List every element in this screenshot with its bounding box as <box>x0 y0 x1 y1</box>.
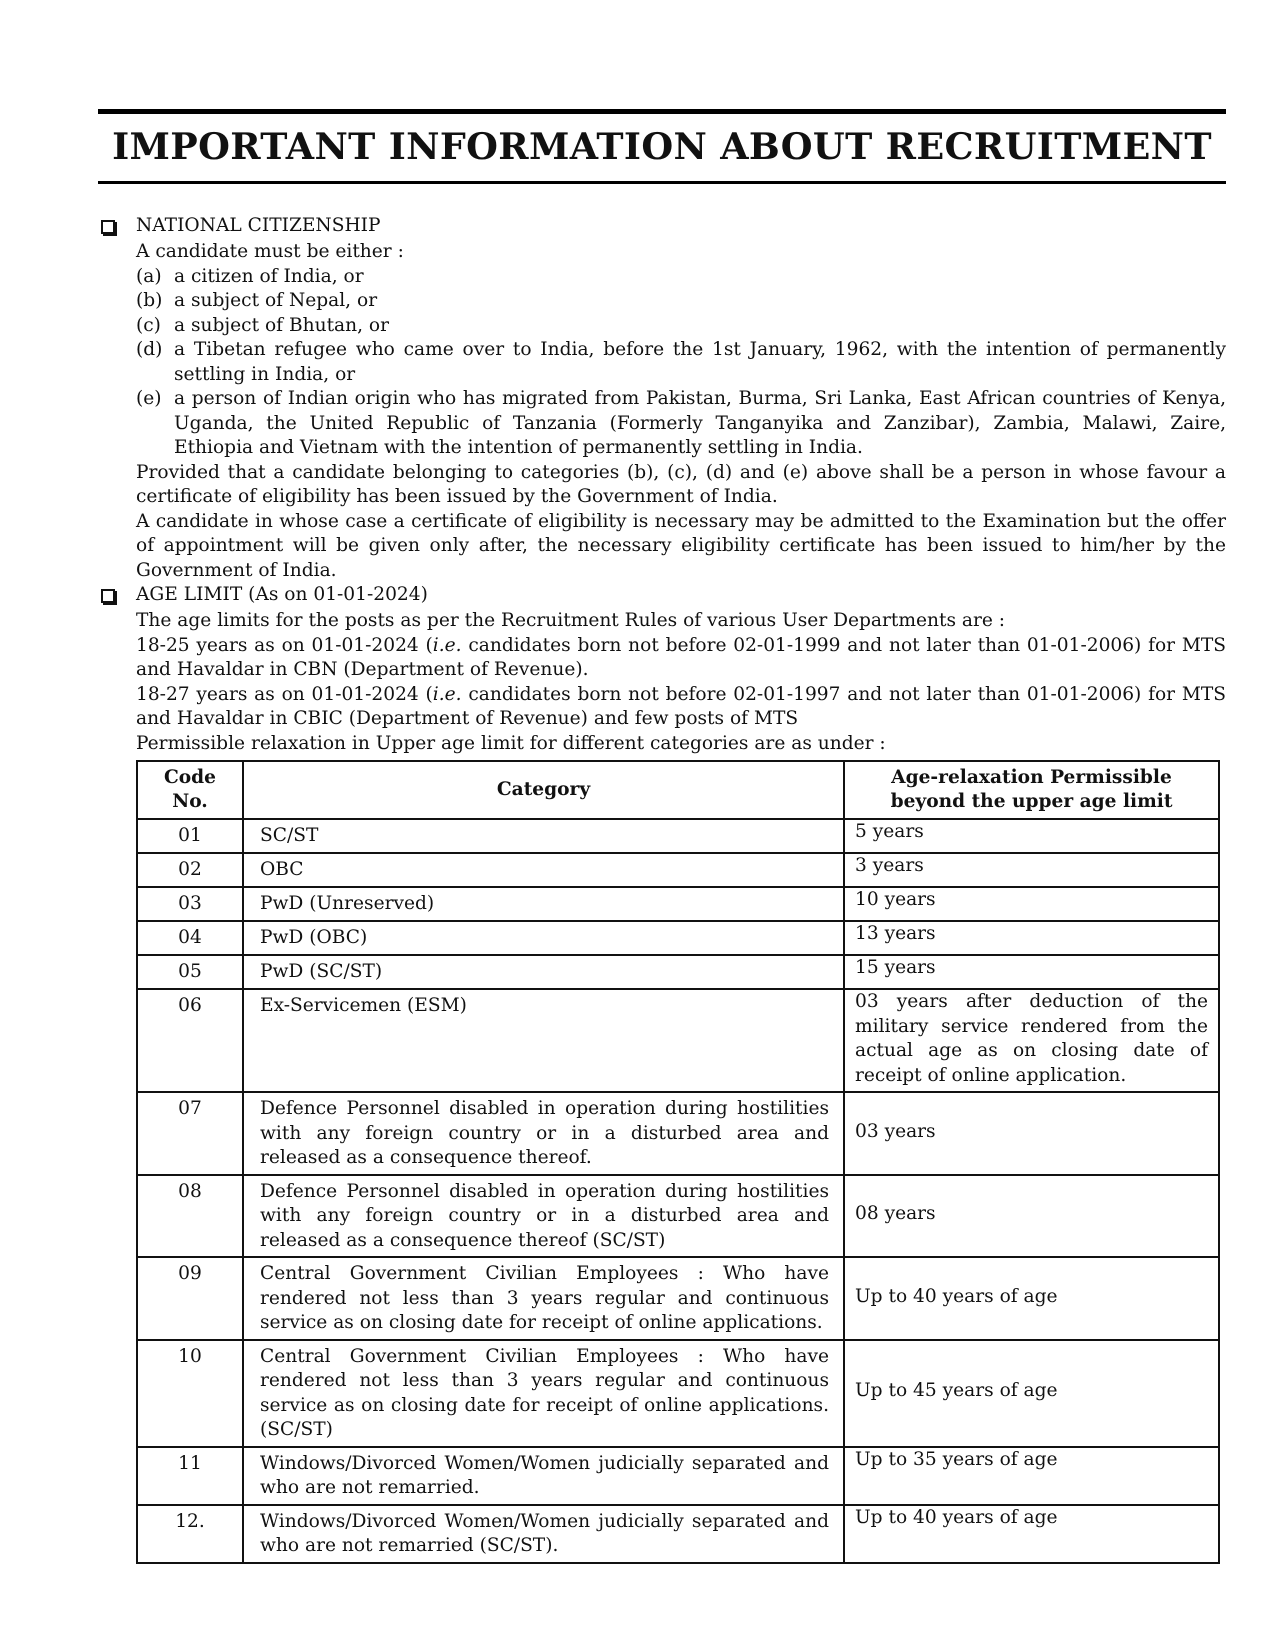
age-limit-heading <box>98 583 1226 609</box>
relaxation-cell: 08 years <box>844 1175 1219 1258</box>
age-rule-cbic <box>136 683 1226 732</box>
relaxation-cell: 03 years <box>844 1092 1219 1175</box>
category-cell: SC/ST <box>243 819 844 853</box>
age-limit-intro: The age limits for the posts as per the Recruitment Rules of various User Departments are : <box>136 610 1006 631</box>
top-rule <box>98 109 1226 114</box>
table-row <box>137 1447 1219 1505</box>
table-row <box>137 819 1219 853</box>
table-row <box>137 955 1219 989</box>
checkbox-bullet-icon <box>101 220 115 234</box>
relaxation-cell: 3 years <box>844 853 1219 887</box>
list-item <box>136 314 1226 339</box>
relaxation-cell: Up to 40 years of age <box>844 1505 1219 1563</box>
list-marker: (e) <box>136 388 162 409</box>
relaxation-cell: 03 years after deduction of the military service rendered from the actual age as on closing date of receipt of online application. <box>844 989 1219 1092</box>
list-marker: (b) <box>136 290 163 311</box>
relaxation-cell: 5 years <box>844 819 1219 853</box>
code-cell: 10 <box>137 1340 243 1447</box>
code-cell: 08 <box>137 1175 243 1258</box>
category-cell: Windows/Divorced Women/Women judicially separated and who are not remarried. <box>243 1447 844 1505</box>
code-cell: 05 <box>137 955 243 989</box>
age-limit-heading-text: AGE LIMIT (As on 01-01-2024) <box>136 584 428 605</box>
citizenship-note: A candidate in whose case a certificate of eligibility is necessary may be admitted to the Examination but the offer of appointment will be given only after, the necessary eligibility certificate has been issued to him/her by the Government of India. <box>136 510 1226 581</box>
category-cell: Windows/Divorced Women/Women judicially separated and who are not remarried (SC/ST). <box>243 1505 844 1563</box>
relaxation-cell: 15 years <box>844 955 1219 989</box>
citizenship-intro: A candidate must be either : <box>136 241 404 262</box>
code-cell: 07 <box>137 1092 243 1175</box>
table-row <box>137 1505 1219 1563</box>
checkbox-bullet-icon <box>101 589 115 603</box>
list-marker: (d) <box>136 339 163 360</box>
category-cell: Central Government Civilian Employees : Who have rendered not less than 3 years regular and continuous service as on closing date for receipt of online applications. <box>243 1257 844 1340</box>
age-relaxation-table <box>136 760 1220 1564</box>
ie-abbrev: i.e. <box>432 634 462 656</box>
list-item-text: a subject of Nepal, or <box>174 290 378 311</box>
age-rule-cbn <box>136 634 1226 683</box>
list-item-text: a subject of Bhutan, or <box>174 314 390 336</box>
table-row <box>137 887 1219 921</box>
ie-abbrev: i.e. <box>432 683 462 705</box>
title-underline-rule <box>98 181 1226 184</box>
relaxation-cell: Up to 45 years of age <box>844 1340 1219 1447</box>
citizenship-heading <box>98 214 1226 240</box>
page-title: IMPORTANT INFORMATION ABOUT RECRUITMENT <box>112 125 1212 168</box>
header-relaxation: Age-relaxation Permissible beyond the upper age limit <box>844 761 1219 819</box>
code-cell: 02 <box>137 853 243 887</box>
document-body <box>98 214 1226 1564</box>
relaxation-cell: 13 years <box>844 921 1219 955</box>
header-code: Code No. <box>137 761 243 819</box>
table-row <box>137 853 1219 887</box>
list-item <box>136 338 1226 387</box>
code-cell: 04 <box>137 921 243 955</box>
category-cell: Ex-Servicemen (ESM) <box>243 989 844 1092</box>
relaxation-cell: Up to 35 years of age <box>844 1447 1219 1505</box>
list-item <box>136 387 1226 461</box>
category-cell: Central Government Civilian Employees : Who have rendered not less than 3 years regular and continuous service as on closing date for receipt of online applications. (SC/ST) <box>243 1340 844 1447</box>
list-item-text: a Tibetan refugee who came over to India, before the 1st January, 1962, with the intention of permanently settling in India, or <box>174 339 1226 385</box>
citizenship-proviso: Provided that a candidate belonging to categories (b), (c), (d) and (e) above shall be a person in whose favour a certificate of eligibility has been issued by the Government of India. <box>136 461 1226 507</box>
category-cell: Defence Personnel disabled in operation during hostilities with any foreign country or in a disturbed area and released as a consequence thereof. <box>243 1092 844 1175</box>
age-rule-text: candidates born not before 02-01-1997 and not later than 01-01-2006) for MTS and Havaldar in CBIC (Department of Revenue) and few posts of MTS <box>136 683 1227 729</box>
category-cell: Defence Personnel disabled in operation during hostilities with any foreign country or in a disturbed area and released as a consequence thereof (SC/ST) <box>243 1175 844 1258</box>
relaxation-intro: Permissible relaxation in Upper age limit for different categories are as under : <box>136 732 886 754</box>
table-header-row <box>137 761 1219 819</box>
header-category: Category <box>243 761 844 819</box>
list-item-text: a person of Indian origin who has migrated from Pakistan, Burma, Sri Lanka, East African countries of Kenya, Uganda, the United Republic of Tanzania (Formerly Tanganyika and Zanzibar), Zambia, Malawi, Zaire, Ethiopia and Vietnam with the intention of permanently settling in India. <box>174 388 1226 458</box>
code-cell: 06 <box>137 989 243 1092</box>
code-cell: 01 <box>137 819 243 853</box>
relaxation-cell: 10 years <box>844 887 1219 921</box>
list-marker: (a) <box>136 265 162 287</box>
category-cell: PwD (OBC) <box>243 921 844 955</box>
citizenship-list <box>136 265 1226 461</box>
category-cell: PwD (SC/ST) <box>243 955 844 989</box>
list-item-text: a citizen of India, or <box>174 265 364 287</box>
age-rule-text: 18-25 years as on 01-01-2024 ( <box>136 634 433 656</box>
list-marker: (c) <box>136 314 161 336</box>
age-rule-text: 18-27 years as on 01-01-2024 ( <box>136 683 433 705</box>
age-rule-text: candidates born not before 02-01-1999 and not later than 01-01-2006) for MTS and Havaldar in CBN (Department of Revenue). <box>136 634 1227 680</box>
code-cell: 03 <box>137 887 243 921</box>
table-row <box>137 921 1219 955</box>
table-row <box>137 1175 1219 1258</box>
list-item <box>136 265 1226 290</box>
category-cell: OBC <box>243 853 844 887</box>
code-cell: 12. <box>137 1505 243 1563</box>
table-row <box>137 1257 1219 1340</box>
relaxation-cell: Up to 40 years of age <box>844 1257 1219 1340</box>
table-row <box>137 989 1219 1092</box>
table-row <box>137 1340 1219 1447</box>
category-cell: PwD (Unreserved) <box>243 887 844 921</box>
citizenship-heading-text: NATIONAL CITIZENSHIP <box>136 215 381 236</box>
list-item <box>136 289 1226 314</box>
code-cell: 11 <box>137 1447 243 1505</box>
code-cell: 09 <box>137 1257 243 1340</box>
table-row <box>137 1092 1219 1175</box>
